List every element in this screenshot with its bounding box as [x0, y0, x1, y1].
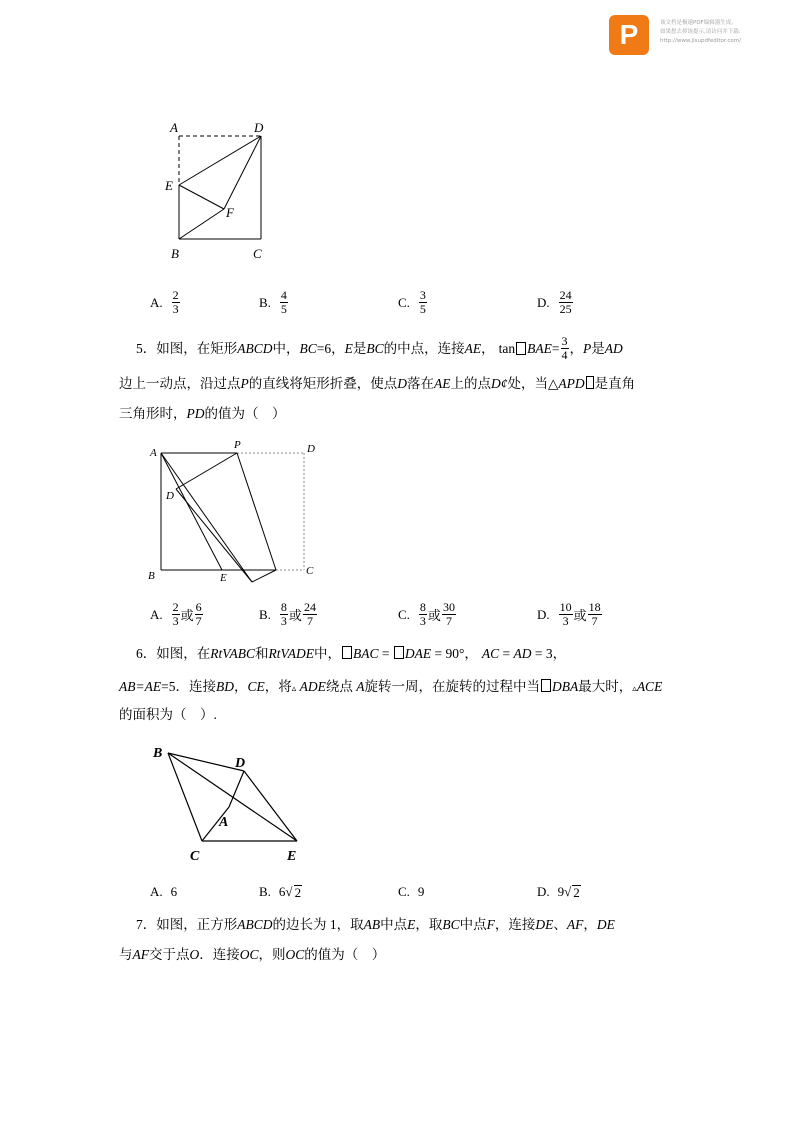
point-label-d: D	[235, 756, 246, 771]
option-label: C.	[398, 606, 410, 622]
text: 是	[591, 340, 605, 356]
segment-pd-prime	[176, 453, 237, 489]
text: D¢	[491, 376, 508, 391]
missing-glyph-box	[541, 679, 551, 692]
text: ABCD	[237, 917, 273, 932]
text: ，将	[264, 679, 292, 694]
fraction: $\frac{8}{3}$	[280, 600, 287, 628]
segment-bf	[179, 209, 224, 239]
figure-q5	[140, 436, 330, 586]
text: P	[583, 340, 592, 356]
option-label: D.	[537, 606, 550, 622]
q6-line-2	[119, 677, 662, 698]
text: AD	[604, 340, 623, 356]
text: P	[240, 376, 249, 391]
text: =5．连接	[161, 679, 216, 694]
point-label-d-prime: D	[166, 490, 174, 502]
text: AF	[566, 917, 584, 932]
point-label-c: C	[306, 565, 314, 577]
point-label-b: B	[171, 246, 179, 261]
option-value: 9	[417, 884, 425, 899]
text: BD	[215, 679, 234, 694]
text: 的直线将矩形折叠，使点	[248, 376, 398, 391]
q5-option-d[interactable]	[537, 601, 603, 628]
text: V	[280, 646, 288, 661]
q6-option-a[interactable]	[150, 884, 177, 900]
text: 最大时，	[578, 679, 633, 694]
or-text: 或	[573, 608, 587, 623]
segment-ef	[179, 185, 224, 209]
text: = 90°，	[431, 646, 478, 661]
missing-glyph-box	[586, 376, 594, 389]
or-text: 或	[427, 608, 441, 623]
text: 中点	[380, 917, 408, 932]
sqrt-sign: √	[564, 884, 572, 899]
q7-line-2	[119, 945, 385, 965]
text: AB	[363, 917, 381, 932]
text: ，取	[415, 917, 443, 932]
text: ，	[569, 340, 584, 356]
q5-line-3	[119, 404, 286, 424]
missing-glyph-box	[342, 646, 352, 659]
text: OC	[239, 947, 259, 962]
text: Rt	[210, 646, 223, 661]
text: ADE	[296, 679, 326, 694]
radicand: 2	[294, 885, 302, 900]
q6-option-d[interactable]	[537, 884, 581, 900]
text: 的边长为 1，取	[272, 917, 364, 932]
text: ．连接	[199, 947, 240, 962]
text: ，则	[258, 947, 286, 962]
point-label-a: A	[150, 447, 157, 459]
point-label-e: E	[287, 849, 297, 864]
fraction: $\frac{2}{3}$	[172, 600, 179, 628]
text: =	[499, 646, 514, 661]
segment-be	[168, 753, 297, 841]
text: 是	[352, 340, 367, 356]
watermark-line: 该文档是极速PDF编辑器生成,	[660, 20, 733, 26]
q6-option-b[interactable]	[259, 884, 302, 900]
text: 中点	[459, 917, 487, 932]
segment-fold-bottom	[252, 570, 276, 582]
text: AF	[132, 947, 149, 962]
text: ▵	[291, 683, 297, 693]
text: ，	[481, 340, 495, 356]
text: ▵	[632, 683, 637, 693]
text: BAE	[527, 340, 552, 356]
text: BC	[299, 340, 317, 356]
text: AE	[464, 340, 482, 356]
text: 的中点，连接	[383, 340, 465, 356]
point-label-a: A	[170, 120, 178, 135]
q4-option-a[interactable]	[150, 289, 181, 316]
text: ，	[583, 917, 597, 932]
or-text: 或	[288, 608, 302, 623]
fraction: $\frac{10}{3}$	[559, 600, 572, 628]
option-coefficient: 9	[557, 884, 565, 899]
q5-option-b[interactable]	[259, 601, 318, 628]
point-label-e: E	[220, 572, 227, 584]
text: =	[551, 340, 560, 356]
q5-line-1	[136, 335, 623, 362]
text: 6．如图，在	[136, 646, 211, 661]
q4-option-c[interactable]	[398, 289, 428, 316]
text: 的值为（ ）	[204, 406, 286, 421]
text: =	[378, 646, 393, 661]
text: 7．如图，正方形	[136, 917, 238, 932]
text: A	[352, 679, 365, 694]
q5-line-2	[119, 374, 635, 394]
text: 与	[119, 947, 133, 962]
option-label: A.	[150, 606, 163, 622]
text: DAE	[404, 646, 432, 661]
text: O	[189, 947, 200, 962]
text: 是直角	[594, 376, 636, 391]
text: BAC	[353, 646, 379, 661]
option-label: C.	[398, 294, 410, 310]
text: ACE	[636, 679, 663, 694]
missing-glyph-box	[394, 646, 404, 659]
text: ，连接	[494, 917, 536, 932]
fraction: $\frac{4}{5}$	[280, 288, 287, 316]
point-label-p: P	[234, 439, 241, 451]
text: 上的点	[450, 376, 491, 391]
segment-p-crease	[237, 453, 276, 570]
fraction: $\frac{8}{3}$	[419, 600, 426, 628]
option-label: D.	[537, 884, 550, 899]
text: 的值为（ ）	[304, 947, 386, 962]
text: DE	[535, 917, 554, 932]
text: 处，当△	[507, 376, 559, 391]
segment-ad	[229, 771, 244, 807]
text: E	[407, 917, 416, 932]
watermark-logo[interactable]	[609, 15, 649, 55]
text: DBA	[552, 679, 579, 694]
text: E	[344, 340, 353, 356]
point-label-a: A	[219, 815, 229, 830]
point-label-f: F	[226, 205, 234, 220]
point-label-b: B	[148, 570, 155, 582]
missing-glyph-box	[516, 342, 526, 355]
q4-option-d[interactable]	[537, 289, 574, 316]
text: =6，	[316, 340, 345, 356]
text: ABC	[229, 646, 255, 661]
figure-q4	[160, 118, 280, 268]
q4-option-b[interactable]	[259, 289, 289, 316]
text: tan	[498, 340, 516, 356]
text: AB=AE	[119, 679, 162, 694]
segment-de	[244, 771, 297, 841]
text: 和	[255, 646, 269, 661]
q6-line-1	[136, 644, 566, 664]
point-label-c: C	[190, 849, 200, 864]
text: BC	[442, 917, 460, 932]
text: 中，	[314, 646, 341, 661]
option-label: B.	[259, 606, 271, 622]
watermark-line: http://www.jisupdfeditor.com/	[660, 38, 741, 44]
option-label: B.	[259, 294, 271, 310]
segment-ae	[161, 453, 222, 570]
text: 落在	[407, 376, 434, 391]
option-label: A.	[150, 884, 163, 899]
figure-q6	[150, 740, 310, 865]
point-label-b: B	[153, 746, 163, 761]
q6-option-c[interactable]	[398, 884, 424, 900]
text: 旋转一周，在旋转的过程中当	[364, 679, 541, 694]
segment-a-fold	[161, 453, 252, 582]
q5-option-c[interactable]	[398, 601, 457, 628]
fraction: $\frac{18}{7}$	[588, 600, 601, 628]
text: 交于点	[149, 947, 190, 962]
text: ABCD	[237, 340, 273, 356]
segment-bd	[168, 753, 244, 771]
text: AE	[434, 376, 451, 391]
text: 边上一动点，沿过点	[119, 376, 241, 391]
point-label-e: E	[165, 178, 173, 193]
text: 中，	[272, 340, 300, 356]
text: ，	[233, 679, 248, 694]
q7-line-1	[136, 915, 615, 935]
option-label: B.	[259, 884, 271, 899]
logo-letter: P	[619, 19, 639, 50]
fraction: $\frac{3}{5}$	[419, 288, 426, 316]
option-label: C.	[398, 884, 410, 899]
text: V	[222, 646, 230, 661]
text: BC	[366, 340, 384, 356]
point-label-d: D	[307, 443, 315, 455]
option-label: A.	[150, 294, 163, 310]
segment-dprime-fold	[176, 489, 252, 582]
option-label: D.	[537, 294, 550, 310]
text: ADE	[287, 646, 314, 661]
watermark-line: 如果想去掉该提示,请访问并下载:	[660, 29, 741, 35]
fraction: $\frac{2}{3}$	[172, 288, 179, 316]
text: F	[486, 917, 495, 932]
option-coefficient: 6	[278, 884, 286, 899]
q5-option-a[interactable]	[150, 601, 204, 628]
text: 5．如图，在矩形	[136, 340, 238, 356]
point-label-c: C	[253, 246, 262, 261]
text: 的面积为（ ）.	[119, 707, 217, 722]
fraction: $\frac{30}{7}$	[442, 600, 455, 628]
text: 绕点	[325, 679, 353, 694]
text: 、	[553, 917, 567, 932]
q6-line-3	[119, 705, 217, 725]
text: = 3，	[531, 646, 567, 661]
text: DE	[596, 917, 615, 932]
text: CE	[247, 679, 265, 694]
text: D	[397, 376, 407, 391]
fraction: $\frac{3}{4}$	[561, 334, 568, 362]
text: APD	[558, 376, 585, 391]
sqrt-sign: √	[285, 884, 293, 899]
fraction: $\frac{24}{25}$	[559, 288, 572, 316]
text: AD	[513, 646, 532, 661]
text: 三角形时，	[119, 406, 187, 421]
option-value: 6	[170, 884, 178, 899]
point-label-d: D	[254, 120, 264, 135]
text: PD	[186, 406, 205, 421]
text: AC	[481, 646, 500, 661]
segment-bc	[168, 753, 202, 841]
radicand: 2	[573, 885, 580, 900]
or-text: 或	[180, 608, 194, 623]
fraction: $\frac{24}{7}$	[303, 600, 316, 628]
fraction: $\frac{6}{7}$	[195, 600, 202, 628]
text: Rt	[268, 646, 281, 661]
text: OC	[285, 947, 305, 962]
watermark-text	[660, 19, 741, 46]
